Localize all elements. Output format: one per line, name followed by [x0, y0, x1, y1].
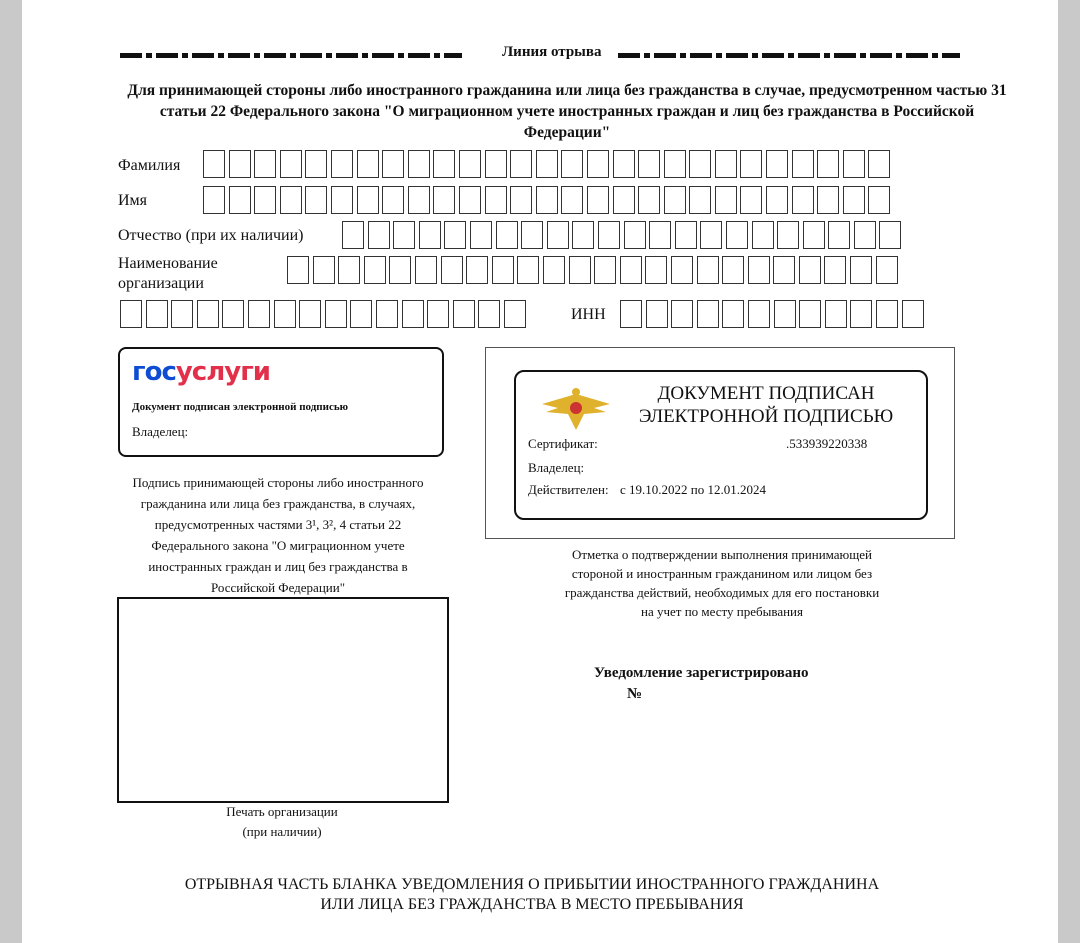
char-box[interactable] — [415, 256, 437, 284]
char-box[interactable] — [825, 300, 847, 328]
char-box[interactable] — [331, 186, 353, 214]
char-box[interactable] — [357, 150, 379, 178]
char-box[interactable] — [338, 256, 360, 284]
char-box[interactable] — [740, 186, 762, 214]
footer-title — [102, 875, 962, 915]
char-box[interactable] — [280, 150, 302, 178]
char-box[interactable] — [569, 256, 591, 284]
org-boxes[interactable] — [287, 256, 898, 284]
confirmation-caption — [522, 545, 922, 621]
char-box[interactable] — [146, 300, 168, 328]
seal-caption — [182, 802, 382, 842]
caption-line: стороной и иностранным гражданином или лицом без — [571, 566, 873, 581]
char-box[interactable] — [408, 150, 430, 178]
char-box[interactable] — [620, 300, 642, 328]
char-box[interactable] — [521, 221, 543, 249]
caption-line: Федерального закона "О миграционном учете — [151, 538, 405, 553]
char-box[interactable] — [492, 256, 514, 284]
char-box[interactable] — [638, 150, 660, 178]
bottom-left-boxes[interactable] — [120, 300, 526, 328]
char-box[interactable] — [510, 186, 532, 214]
char-box[interactable] — [843, 150, 865, 178]
mvd-signature-stamp — [514, 370, 928, 520]
char-box[interactable] — [171, 300, 193, 328]
cert-value: .533939220338 — [786, 436, 868, 451]
char-box[interactable] — [561, 150, 583, 178]
char-box[interactable] — [774, 300, 796, 328]
org-label-2: организации — [118, 275, 204, 292]
char-box[interactable] — [427, 300, 449, 328]
owner-label: Владелец: — [528, 460, 585, 475]
surname-label: Фамилия — [118, 157, 181, 174]
surname-boxes[interactable] — [203, 150, 890, 178]
char-box[interactable] — [470, 221, 492, 249]
char-box[interactable] — [740, 150, 762, 178]
char-box[interactable] — [496, 221, 518, 249]
char-box[interactable] — [664, 186, 686, 214]
inn-boxes[interactable] — [620, 300, 924, 328]
char-box[interactable] — [645, 256, 667, 284]
form-header: Для принимающей стороны либо иностранного гражданина или лица без гражданства в случае, предусмотренном частью 31 статьи 22 Федерального закона "О миграционном учете иностранных граждан и лиц без гражданства в Российской Федерации" — [127, 82, 1007, 141]
char-box[interactable] — [664, 150, 686, 178]
char-box[interactable] — [510, 150, 532, 178]
char-box[interactable] — [517, 256, 539, 284]
stamp-frame — [485, 347, 955, 539]
char-box[interactable] — [868, 186, 890, 214]
char-box[interactable] — [624, 221, 646, 249]
char-box[interactable] — [613, 150, 635, 178]
char-box[interactable] — [876, 300, 898, 328]
valid-value: с 19.10.2022 по 12.01.2024 — [620, 482, 766, 497]
inn-label: ИНН — [571, 306, 606, 323]
char-box[interactable] — [254, 150, 276, 178]
char-box[interactable] — [613, 186, 635, 214]
char-box[interactable] — [485, 186, 507, 214]
char-box[interactable] — [120, 300, 142, 328]
char-box[interactable] — [229, 150, 251, 178]
char-box[interactable] — [675, 221, 697, 249]
char-box[interactable] — [572, 221, 594, 249]
char-box[interactable] — [357, 186, 379, 214]
char-box[interactable] — [697, 256, 719, 284]
char-box[interactable] — [419, 221, 441, 249]
char-box[interactable] — [433, 150, 455, 178]
char-box[interactable] — [222, 300, 244, 328]
caption-line: Печать организации — [226, 804, 338, 819]
char-box[interactable] — [280, 186, 302, 214]
char-box[interactable] — [828, 221, 850, 249]
char-box[interactable] — [444, 221, 466, 249]
caption-line: Отметка о подтверждении выполнения принимающей — [571, 547, 873, 562]
registration-number: № — [627, 686, 643, 702]
valid-label: Действителен: — [528, 482, 609, 497]
tear-line-right — [618, 53, 960, 58]
char-box[interactable] — [671, 256, 693, 284]
char-box[interactable] — [799, 300, 821, 328]
char-box[interactable] — [748, 256, 770, 284]
char-box[interactable] — [850, 256, 872, 284]
char-box[interactable] — [453, 300, 475, 328]
char-box[interactable] — [376, 300, 398, 328]
patronymic-label: Отчество (при их наличии) — [118, 227, 304, 244]
char-box[interactable] — [594, 256, 616, 284]
char-box[interactable] — [587, 186, 609, 214]
char-box[interactable] — [697, 300, 719, 328]
char-box[interactable] — [441, 256, 463, 284]
char-box[interactable] — [854, 221, 876, 249]
char-box[interactable] — [229, 186, 251, 214]
char-box[interactable] — [715, 186, 737, 214]
char-box[interactable] — [689, 186, 711, 214]
form-page — [22, 0, 1058, 943]
char-box[interactable] — [777, 221, 799, 249]
char-box[interactable] — [766, 186, 788, 214]
char-box[interactable] — [485, 150, 507, 178]
caption-line: гражданства действий, необходимых для его постановки — [564, 585, 880, 600]
char-box[interactable] — [879, 221, 901, 249]
char-box[interactable] — [254, 186, 276, 214]
char-box[interactable] — [274, 300, 296, 328]
char-box[interactable] — [598, 221, 620, 249]
tear-line-label: Линия отрыва — [502, 44, 602, 60]
char-box[interactable] — [722, 256, 744, 284]
gosuslugi-signature-card — [118, 347, 444, 457]
double-headed-eagle-icon — [538, 386, 614, 432]
char-box[interactable] — [715, 150, 737, 178]
tear-line-left — [120, 53, 462, 58]
char-box[interactable] — [726, 221, 748, 249]
caption-line: предусмотренных частями 3¹, 3², 4 статьи 22 — [154, 517, 402, 532]
stamp-title-2: ЭЛЕКТРОННОЙ ПОДПИСЬЮ — [638, 406, 894, 427]
name-label: Имя — [118, 192, 148, 209]
seal-box — [117, 597, 449, 803]
char-box[interactable] — [203, 186, 225, 214]
char-box[interactable] — [689, 150, 711, 178]
char-box[interactable] — [287, 256, 309, 284]
caption-line: ОТРЫВНАЯ ЧАСТЬ БЛАНКА УВЕДОМЛЕНИЯ О ПРИБЫТИИ ИНОСТРАННОГО ГРАЖДАНИНА — [184, 876, 880, 893]
gosuslugi-owner: Владелец: — [132, 424, 189, 439]
char-box[interactable] — [824, 256, 846, 284]
char-box[interactable] — [868, 150, 890, 178]
caption-line: (при наличии) — [242, 824, 322, 839]
char-box[interactable] — [248, 300, 270, 328]
char-box[interactable] — [766, 150, 788, 178]
char-box[interactable] — [350, 300, 372, 328]
char-box[interactable] — [536, 186, 558, 214]
char-box[interactable] — [325, 300, 347, 328]
char-box[interactable] — [382, 150, 404, 178]
char-box[interactable] — [547, 221, 569, 249]
char-box[interactable] — [389, 256, 411, 284]
char-box[interactable] — [305, 150, 327, 178]
registered-text: Уведомление зарегистрировано — [594, 665, 809, 681]
char-box[interactable] — [752, 221, 774, 249]
char-box[interactable] — [402, 300, 424, 328]
char-box[interactable] — [197, 300, 219, 328]
char-box[interactable] — [773, 256, 795, 284]
char-box[interactable] — [368, 221, 390, 249]
caption-line: на учет по месту пребывания — [641, 604, 803, 619]
char-box[interactable] — [299, 300, 321, 328]
char-box[interactable] — [620, 256, 642, 284]
char-box[interactable] — [504, 300, 526, 328]
char-box[interactable] — [382, 186, 404, 214]
char-box[interactable] — [433, 186, 455, 214]
caption-line: Подпись принимающей стороны либо иностранного — [132, 475, 424, 490]
caption-line: Российской Федерации" — [210, 580, 346, 595]
name-boxes[interactable] — [203, 186, 890, 214]
char-box[interactable] — [459, 186, 481, 214]
char-box[interactable] — [646, 300, 668, 328]
char-box[interactable] — [313, 256, 335, 284]
char-box[interactable] — [478, 300, 500, 328]
char-box[interactable] — [638, 186, 660, 214]
char-box[interactable] — [459, 150, 481, 178]
char-box[interactable] — [843, 186, 865, 214]
char-box[interactable] — [393, 221, 415, 249]
char-box[interactable] — [331, 150, 353, 178]
char-box[interactable] — [902, 300, 924, 328]
gosuslugi-signed-text: Документ подписан электронной подписью — [132, 401, 349, 413]
stamp-title-1: ДОКУМЕНТ ПОДПИСАН — [657, 383, 875, 404]
char-box[interactable] — [792, 186, 814, 214]
char-box[interactable] — [671, 300, 693, 328]
char-box[interactable] — [587, 150, 609, 178]
char-box[interactable] — [203, 150, 225, 178]
caption-line: иностранных граждан и лиц без гражданства в — [148, 559, 408, 574]
char-box[interactable] — [722, 300, 744, 328]
char-box[interactable] — [466, 256, 488, 284]
char-box[interactable] — [803, 221, 825, 249]
caption-line: гражданина или лица без гражданства, в случаях, — [140, 496, 416, 511]
patronymic-boxes[interactable] — [342, 221, 901, 249]
char-box[interactable] — [700, 221, 722, 249]
char-box[interactable] — [561, 186, 583, 214]
cert-label: Сертификат: — [528, 436, 598, 451]
char-box[interactable] — [792, 150, 814, 178]
char-box[interactable] — [876, 256, 898, 284]
signature-caption — [108, 472, 448, 598]
org-label-1: Наименование — [118, 255, 218, 272]
char-box[interactable] — [817, 186, 839, 214]
char-box[interactable] — [342, 221, 364, 249]
char-box[interactable] — [748, 300, 770, 328]
char-box[interactable] — [799, 256, 821, 284]
caption-line: ИЛИ ЛИЦА БЕЗ ГРАЖДАНСТВА В МЕСТО ПРЕБЫВАНИЯ — [320, 896, 744, 913]
char-box[interactable] — [850, 300, 872, 328]
char-box[interactable] — [817, 150, 839, 178]
char-box[interactable] — [364, 256, 386, 284]
gosuslugi-logo: госуслуги — [132, 357, 271, 387]
char-box[interactable] — [408, 186, 430, 214]
char-box[interactable] — [305, 186, 327, 214]
char-box[interactable] — [536, 150, 558, 178]
char-box[interactable] — [543, 256, 565, 284]
char-box[interactable] — [649, 221, 671, 249]
